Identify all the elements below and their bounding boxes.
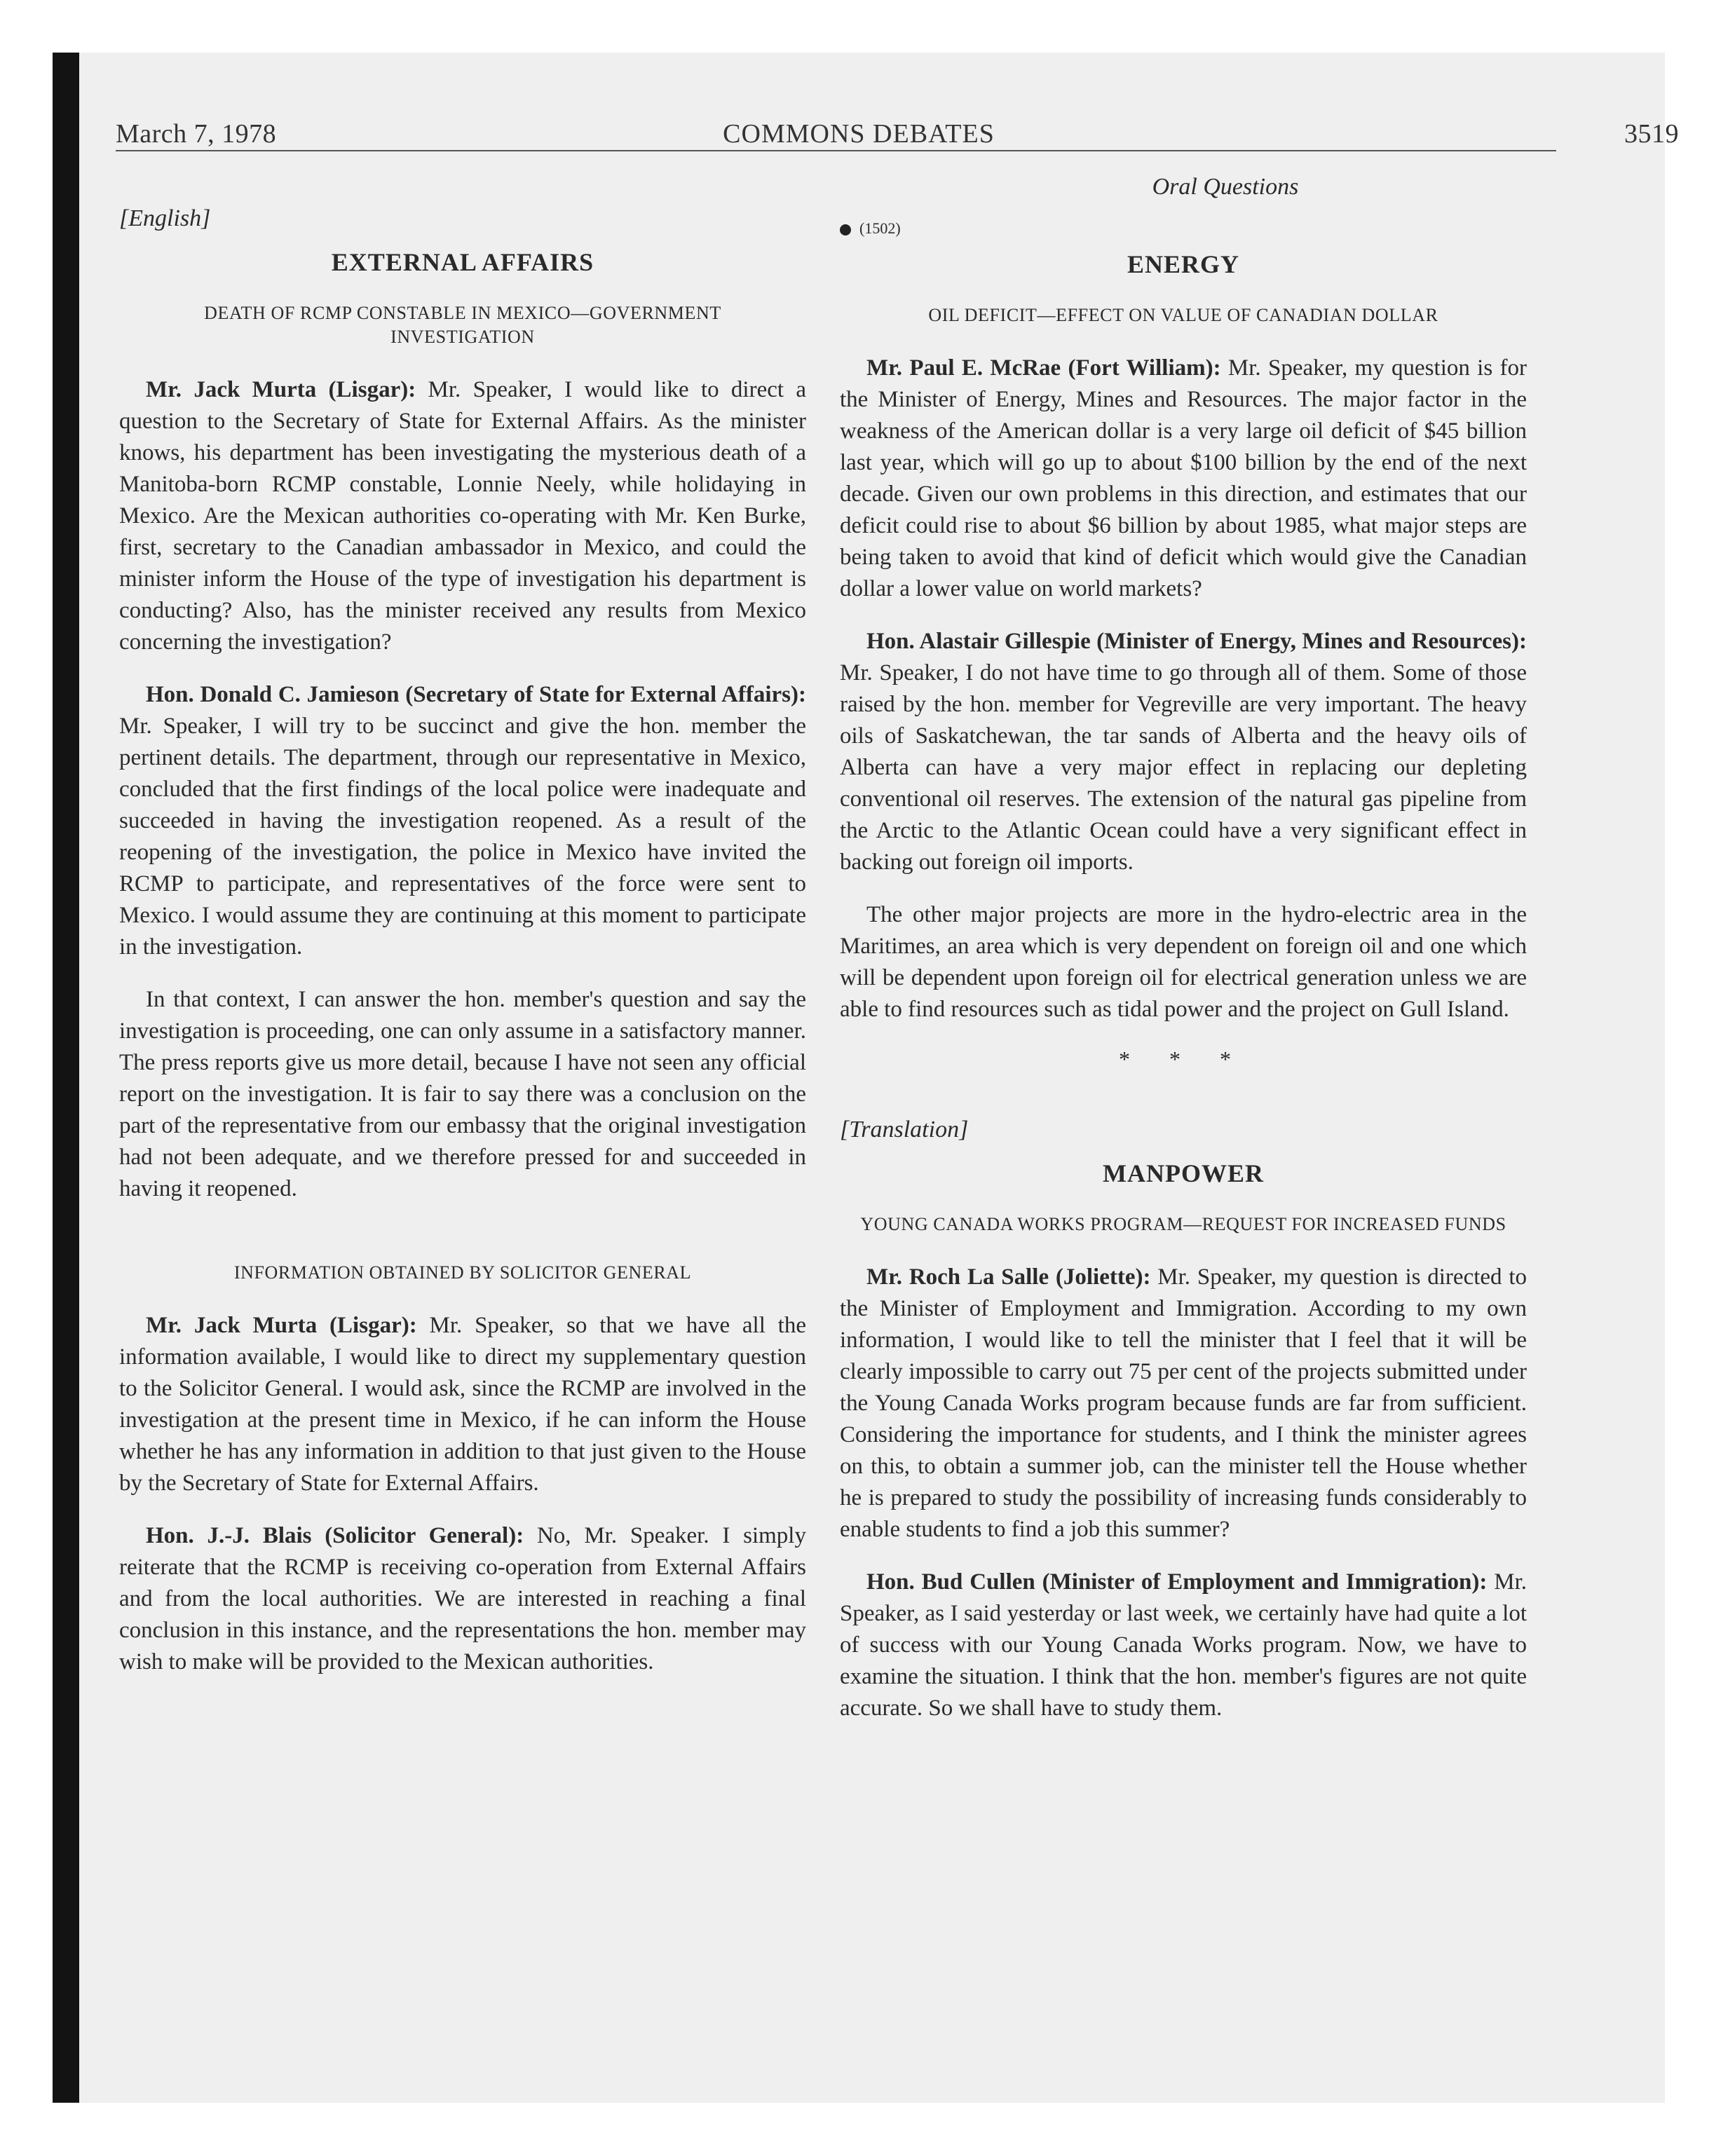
speaker-name: Hon. Donald C. Jamieson (Secretary of State for External Affairs): <box>146 682 806 707</box>
header-date: March 7, 1978 <box>116 119 277 149</box>
paragraph-text: Mr. Speaker, my question is directed to the Minister of Employment and Immigration. According to my own information, I would like to tell the minister that I feel that it will be clearly impossible to carry out 75 per cent of the projects submitted under the Young Canada Works program because funds are far from sufficient. Considering the importance for students, and I think the minister agrees on this, to obtain a summer job, can the minister tell the House whether he is prepared to study the possibility of increasing funds considerably to enable students to find a job this summer? <box>840 1264 1527 1542</box>
section-heading: EXTERNAL AFFAIRS <box>331 248 594 276</box>
paragraph <box>840 1567 1527 1724</box>
paragraph <box>119 1310 806 1499</box>
header-title: COMMONS DEBATES <box>723 119 995 149</box>
page-rubric: Oral Questions <box>1152 174 1299 200</box>
paragraph <box>840 626 1527 878</box>
subsection-heading: DEATH OF RCMP CONSTABLE IN MEXICO—GOVERNMENT INVESTIGATION <box>204 303 721 347</box>
section-heading: ENERGY <box>1127 250 1240 278</box>
paragraph-text: Mr. Speaker, my question is for the Minister of Energy, Mines and Resources. The major factor in the weakness of the American dollar is a very large oil deficit of $45 billion last year, which will go up to about $100 billion by the end of the next decade. Given our own problems in this direction, and estimates that our deficit could rise to about $6 billion by about 1985, what major steps are being taken to avoid that kind of deficit which would give the Canadian dollar a lower value on world markets? <box>840 355 1527 601</box>
paragraph-text: Mr. Speaker, I would like to direct a question to the Secretary of State for External Affairs. As the minister knows, his department has been investigating the mysterious death of a Manitoba-born RCMP constable, Lonnie Neely, while holidaying in Mexico. Are the Mexican authorities co-operating with Mr. Ken Burke, first, secretary to the Canadian ambassador in Mexico, and could the minister inform the House of the type of investigation his department is conducting? Also, has the minister received any results from Mexico concerning the investigation? <box>119 377 806 655</box>
right-column <box>840 172 1527 1745</box>
speaker-name: Hon. Bud Cullen (Minister of Employment and Immigration): <box>866 1569 1488 1595</box>
paragraph: The other major projects are more in the hydro-electric area in the Maritimes, an area which is very dependent on foreign oil and one which will be dependent upon foreign oil for electrical generation unless we are able to find resources such as tidal power and the project on Gull Island. <box>840 902 1527 1022</box>
language-marker: [English] <box>119 205 211 231</box>
binding-edge <box>53 53 79 2103</box>
paragraph <box>840 1262 1527 1546</box>
paragraph <box>840 353 1527 605</box>
language-marker: [Translation] <box>840 1117 969 1142</box>
paragraph-text: Mr. Speaker, as I said yesterday or last week, we certainly have had quite a lot of success with our Young Canada Works program. Now, we have to examine the situation. I think that the hon. member's figures are not quite accurate. So we shall have to study them. <box>840 1569 1528 1721</box>
section-separator: * * * <box>1119 1046 1248 1072</box>
paragraph <box>119 374 806 658</box>
paragraph-text: Mr. Speaker, so that we have all the information available, I would like to direct my supplementary question to the Solicitor General. I would ask, since the RCMP are involved in the investigation at the present time in Mexico, if he can inform the House whether he has any information in addition to that just given to the House by the Secretary of State for External Affairs. <box>119 1313 806 1496</box>
paragraph-text: Mr. Speaker, I will try to be succinct and give the hon. member the pertinent details. The department, through our representative in Mexico, concluded that the first findings of the local police were inadequate and succeeded in having the investigation reopened. As a result of the reopening of the investigation, the police in Mexico have invited the RCMP to participate, and representatives of the force were sent to Mexico. I would assume they are continuing at this moment to participate in the investigation. <box>119 714 806 960</box>
subsection-heading: YOUNG CANADA WORKS PROGRAM—REQUEST FOR INCREASED FUNDS <box>860 1214 1506 1234</box>
left-column <box>119 203 806 1699</box>
header-rule <box>116 150 1556 151</box>
header-page-number: 3519 <box>1624 119 1679 149</box>
paragraph-text: Mr. Speaker, I do not have time to go through all of them. Some of those raised by the hon. member for Vegreville are very important. The heavy oils of Saskatchewan, the tar sands of Alberta and the heavy oils of Alberta can have a very major effect in replacing our depleting conventional oil reserves. The extension of the natural gas pipeline from the Arctic to the Atlantic Ocean could have a very significant effect in backing out foreign oil imports. <box>840 660 1527 875</box>
paragraph <box>119 1520 806 1678</box>
paragraph-text: No, Mr. Speaker. I simply reiterate that the RCMP is receiving co-operation from External Affairs and from the local authorities. We are interested in reaching a final conclusion in this instance, and the representations the hon. member may wish to make will be provided to the Mexican authorities. <box>119 1523 806 1674</box>
speaker-name: Mr. Roch La Salle (Joliette): <box>866 1264 1151 1290</box>
subsection-heading: INFORMATION OBTAINED BY SOLICITOR GENERAL <box>233 1262 692 1283</box>
paragraph <box>119 679 806 963</box>
speaker-name: Hon. Alastair Gillespie (Minister of Energy, Mines and Resources): <box>866 629 1527 654</box>
speaker-name: Mr. Jack Murta (Lisgar): <box>146 377 416 402</box>
bullet-icon <box>840 224 851 236</box>
speaker-name: Mr. Jack Murta (Lisgar): <box>146 1313 417 1338</box>
speaker-name: Hon. J.-J. Blais (Solicitor General): <box>146 1523 524 1548</box>
timestamp <box>840 218 1527 239</box>
paragraph: In that context, I can answer the hon. member's question and say the investigation is proceeding, one can only assume in a satisfactory manner. The press reports give us more detail, because I have not seen any official report on the investigation. It is fair to say there was a conclusion on the part of the representative from our embassy that the original investigation had not been adequate, and we therefore pressed for and succeeded in having it reopened. <box>119 987 806 1201</box>
subsection-heading: OIL DEFICIT—EFFECT ON VALUE OF CANADIAN DOLLAR <box>928 305 1438 325</box>
timestamp-text: (1502) <box>859 219 901 237</box>
section-heading: MANPOWER <box>1103 1159 1264 1187</box>
speaker-name: Mr. Paul E. McRae (Fort William): <box>866 355 1221 381</box>
